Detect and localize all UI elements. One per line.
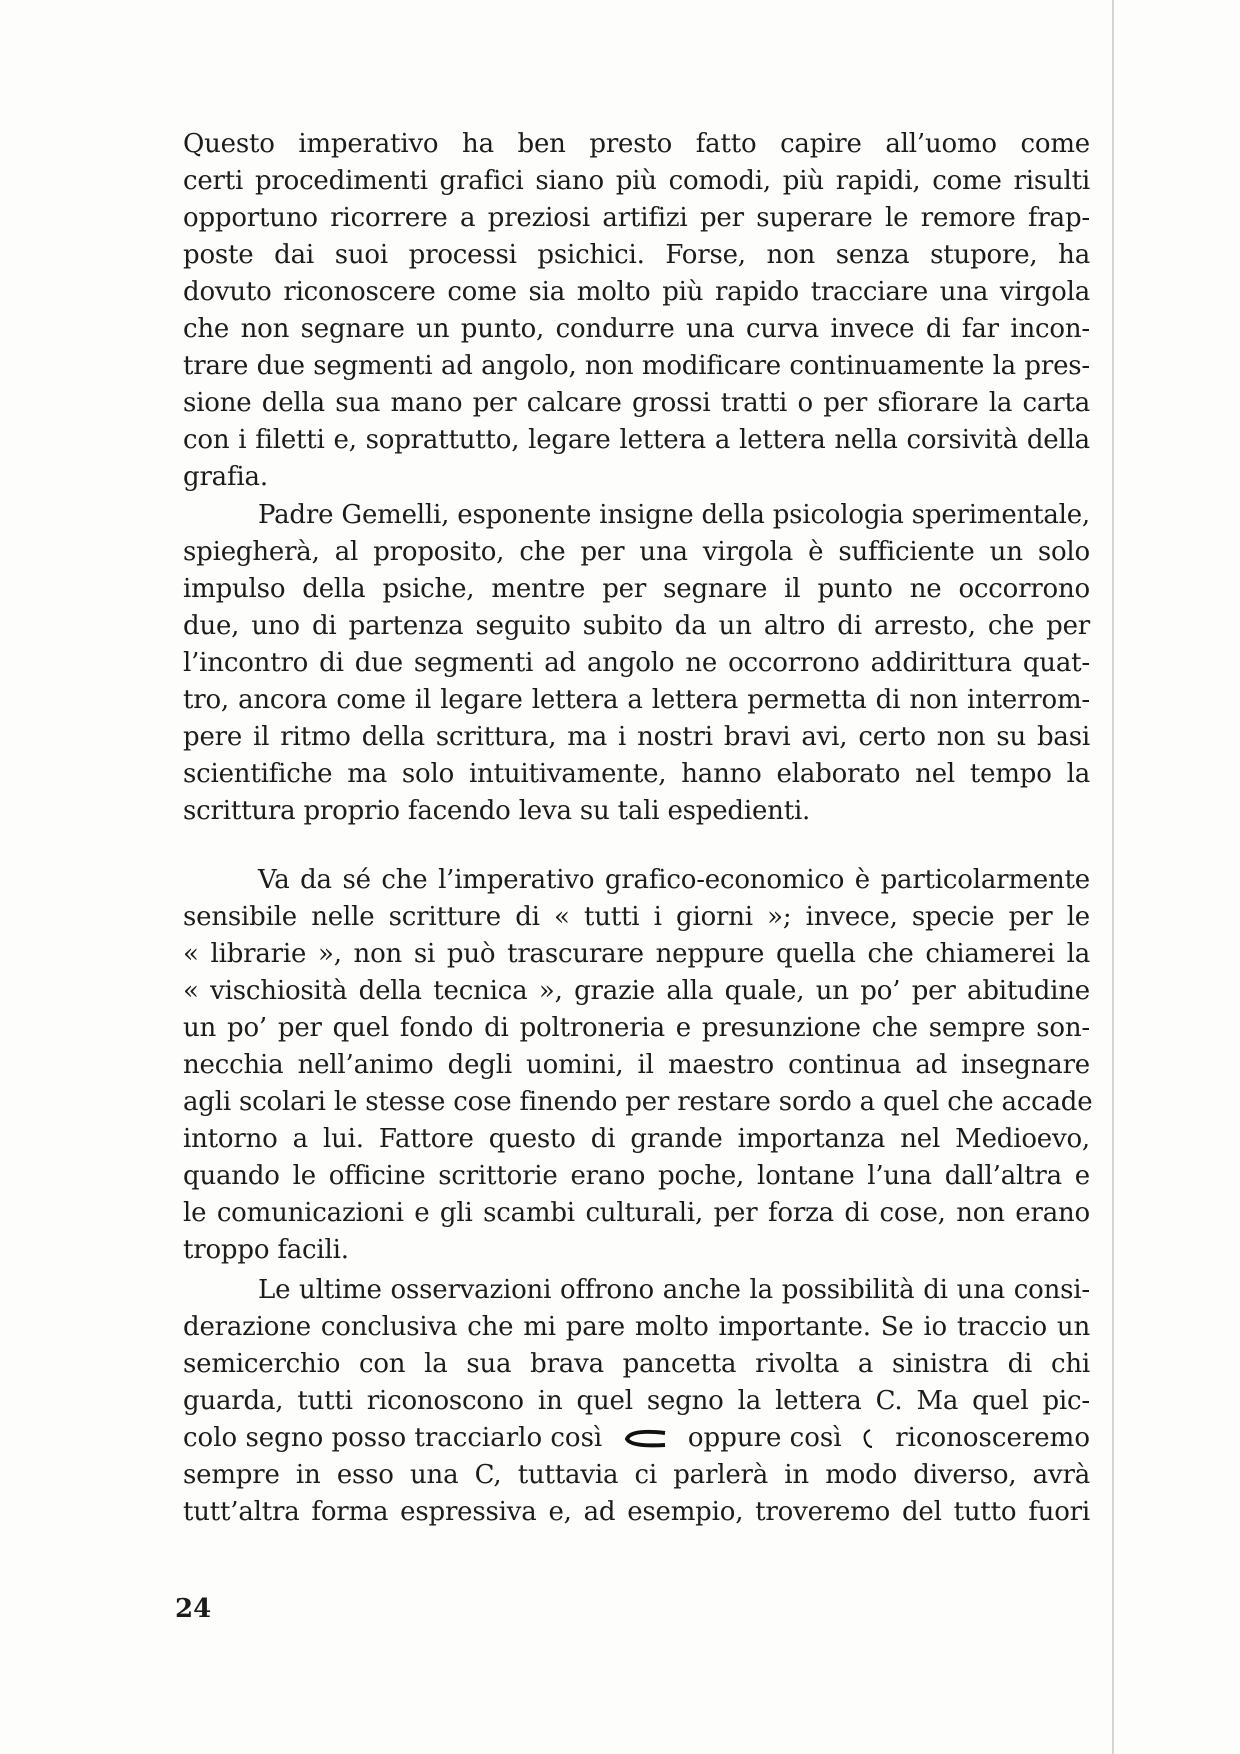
text-line: scrittura proprio facendo leva su tali espedienti. (183, 796, 811, 826)
text-line: semicerchio con la sua brava pancetta rivolta a sinistra di chi (183, 1349, 1090, 1379)
text-line: tro, ancora come il legare lettera a lettera permetta di non interrom- (183, 685, 1090, 715)
text-line: pere il ritmo della scrittura, ma i nostri bravi avi, certo non su basi (183, 722, 1090, 752)
text-line: opportuno ricorrere a preziosi artifizi per superare le remore frap- (183, 203, 1090, 233)
scan-page-edge (1112, 0, 1114, 1754)
text-line: sempre in esso una C, tuttavia ci parlerà in modo diverso, avrà (183, 1460, 1090, 1490)
text-line: le comunicazioni e gli scambi culturali, per forza di cose, non erano (183, 1198, 1090, 1228)
text-line: quando le officine scrittorie erano poche, lontane l’una dall’altra e (183, 1161, 1090, 1191)
page-number: 24 (175, 1594, 212, 1624)
text-line: troppo facili. (183, 1235, 349, 1265)
narrow-c-glyph-icon (860, 1427, 876, 1451)
text-line: dovuto riconoscere come sia molto più rapido tracciare una virgola (183, 277, 1090, 307)
text-line: impulso della psiche, mentre per segnare il punto ne occorrono (183, 574, 1090, 604)
paragraph-4 (183, 1272, 1090, 1531)
text-line: Padre Gemelli, esponente insigne della psicologia sperimentale, (258, 500, 1090, 530)
text-line: con i filetti e, soprattutto, legare lettera a lettera nella corsività della (183, 425, 1090, 455)
text-line: guarda, tutti riconoscono in quel segno la lettera C. Ma quel pic- (183, 1386, 1090, 1416)
text-line: scientifiche ma solo intuitivamente, hanno elaborato nel tempo la (183, 759, 1090, 789)
text-line: certi procedimenti grafici siano più comodi, più rapidi, come risulti (183, 166, 1090, 196)
text-line: Questo imperativo ha ben presto fatto capire all’uomo come (183, 129, 1090, 159)
text-line: l’incontro di due segmenti ad angolo ne occorrono addirittura quat- (183, 648, 1090, 678)
text-line: sione della sua mano per calcare grossi tratti o per sfiorare la carta (183, 388, 1090, 418)
text-line: intorno a lui. Fattore questo di grande importanza nel Medioevo, (183, 1124, 1090, 1154)
line-with-c-glyphs (183, 1420, 1090, 1457)
paragraph-3 (183, 862, 1093, 1269)
text-line: grafia. (183, 462, 268, 492)
text-line: trare due segmenti ad angolo, non modificare continuamente la pres- (183, 351, 1090, 381)
text-line: due, uno di partenza seguito subito da un altro di arresto, che per (183, 611, 1090, 641)
text-line: Le ultime osservazioni offrono anche la possibilità di una consi- (258, 1275, 1090, 1305)
text-line: « librarie », non si può trascurare neppure quella che chiamerei la (183, 939, 1090, 969)
text-line: necchia nell’animo degli uomini, il maestro continua ad insegnare (183, 1050, 1090, 1080)
paragraph-2 (183, 497, 1090, 830)
text-line: riconosceremo (895, 1423, 1090, 1453)
text-line: agli scolari le stesse cose finendo per restare sordo a quel che accade (183, 1087, 1093, 1117)
text-line: spiegherà, al proposito, che per una virgola è sufficiente un solo (183, 537, 1090, 567)
text-line: colo segno posso tracciarlo così (183, 1423, 603, 1453)
text-line: tutt’altra forma espressiva e, ad esempio, troveremo del tutto fuori (183, 1497, 1090, 1527)
flat-c-glyph-icon (621, 1429, 669, 1449)
text-line: oppure così (687, 1423, 842, 1453)
text-line: « vischiosità della tecnica », grazie alla quale, un po’ per abitudine (183, 976, 1090, 1006)
text-line: derazione conclusiva che mi pare molto importante. Se io traccio un (183, 1312, 1090, 1342)
paragraph-1 (183, 126, 1090, 496)
text-line: Va da sé che l’imperativo grafico-economico è particolarmente (258, 865, 1090, 895)
text-line: che non segnare un punto, condurre una curva invece di far incon- (183, 314, 1090, 344)
text-line: poste dai suoi processi psichici. Forse, non senza stupore, ha (183, 240, 1090, 270)
text-line: sensibile nelle scritture di « tutti i giorni »; invece, specie per le (183, 902, 1090, 932)
text-line: un po’ per quel fondo di poltroneria e presunzione che sempre son- (183, 1013, 1090, 1043)
